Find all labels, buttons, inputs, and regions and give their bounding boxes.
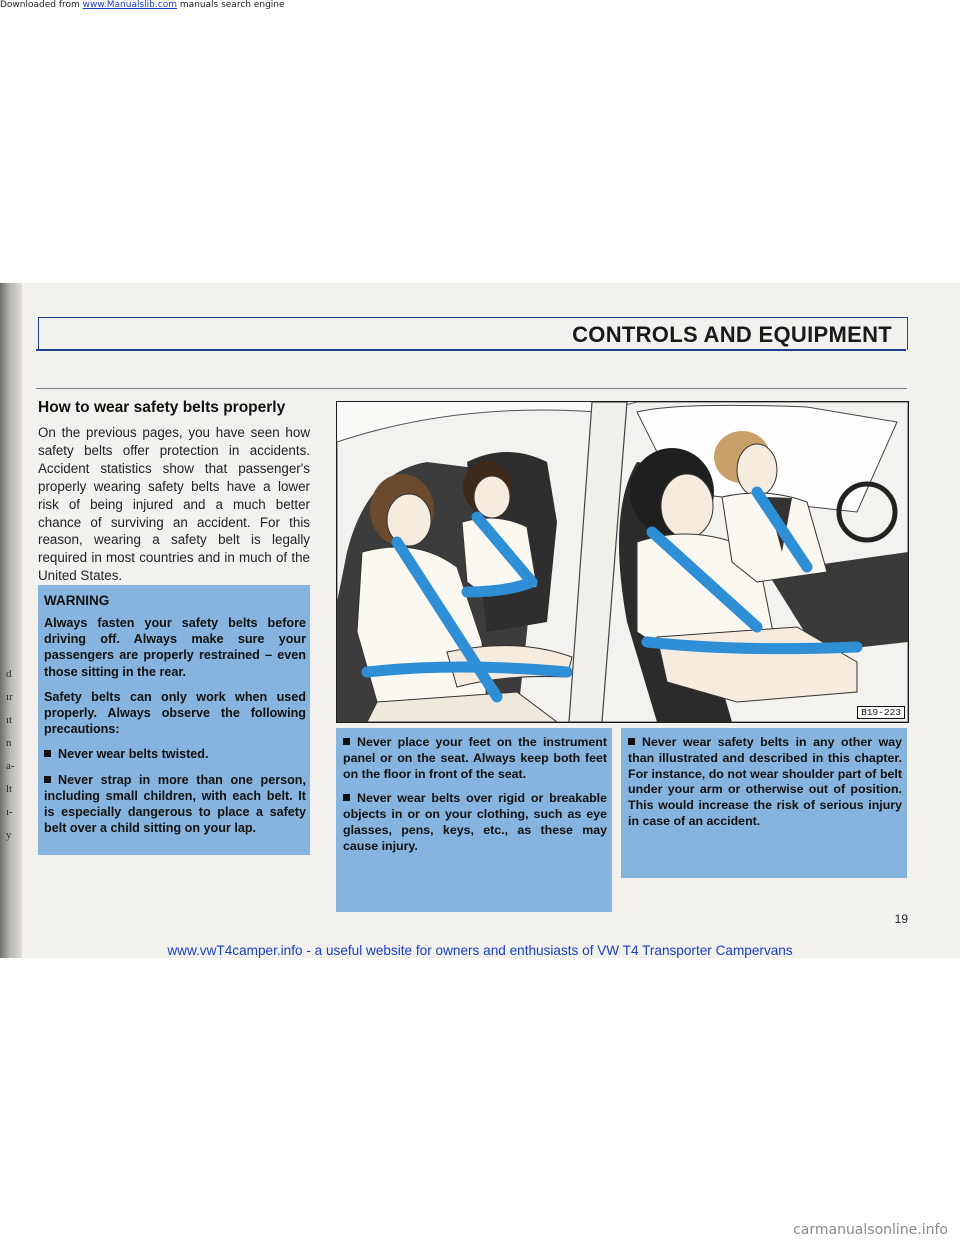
warning-paragraph: Always fasten your safety belts before driving off. Always make sure your passengers are properly restrained – even those sitting in the rear.	[44, 616, 306, 679]
spine-letter: ıt	[6, 714, 13, 726]
right-precautions-box	[621, 728, 907, 878]
spine-letter: a-	[6, 760, 15, 772]
watermark: carmanualsonline.info	[793, 1222, 948, 1238]
warning-bullet	[44, 772, 306, 837]
bullet-icon	[44, 750, 51, 757]
spine-letter: y	[6, 829, 12, 841]
warning-bullet	[44, 746, 306, 762]
precaution-text: Never wear safety belts in any other way than illustrated and described in this chapter. For instance, do not wear shoulder part of belt under your arm or otherwise out of position. This would increase the risk of serious injury in case of an accident.	[628, 735, 902, 828]
page-number: 19	[894, 912, 908, 926]
download-note	[0, 0, 285, 10]
bullet-icon	[628, 738, 635, 745]
seatbelt-illustration	[336, 401, 909, 723]
figure-id: B19-223	[857, 706, 905, 719]
chapter-title: CONTROLS AND EQUIPMENT	[572, 322, 892, 347]
warning-bullet-text: Never wear belts twisted.	[58, 747, 209, 762]
header-underline	[36, 349, 906, 351]
website-note: www.vwT4camper.info - a useful website for owners and enthusiasts of VW T4 Transporter Campervans	[167, 943, 793, 958]
spine-letter: d	[6, 668, 12, 680]
download-note-suffix: manuals search engine	[176, 0, 285, 10]
precaution-bullet	[343, 735, 607, 782]
warning-box	[38, 585, 310, 855]
warning-paragraph: Safety belts can only work when used properly. Always observe the following precautions:	[44, 689, 306, 737]
section-title: How to wear safety belts properly	[38, 399, 286, 416]
section-divider	[36, 388, 907, 389]
spine-letter: n	[6, 737, 12, 749]
download-note-prefix: Downloaded from	[0, 0, 83, 10]
spine-letter: ı-	[6, 806, 13, 818]
spine-letter: ır	[6, 691, 13, 703]
manual-page	[0, 283, 960, 958]
car-interior-drawing	[337, 402, 908, 722]
bullet-icon	[343, 794, 350, 801]
middle-precautions-box	[336, 728, 612, 912]
precaution-bullet	[628, 735, 902, 830]
spine-letter: lt	[6, 783, 13, 795]
page-binding	[0, 283, 22, 958]
manualslib-link[interactable]: www.Manualslib.com	[82, 0, 177, 10]
bullet-icon	[44, 776, 51, 783]
precaution-text: Never wear belts over rigid or breakable objects in or on your clothing, such as eye glasses, pens, keys, etc., as these may cause injury.	[343, 791, 607, 853]
warning-title: WARNING	[44, 593, 110, 608]
spine-letters	[6, 663, 15, 847]
bullet-icon	[343, 738, 350, 745]
precaution-bullet	[343, 791, 607, 854]
warning-bullet-text: Never strap in more than one person, including small children, with each belt. It is especially dangerous to place a safety belt over a child sitting on your lap.	[44, 772, 306, 836]
precaution-text: Never place your feet on the instrument panel or on the seat. Always keep both feet on the floor in front of the seat.	[343, 735, 607, 781]
intro-paragraph: On the previous pages, you have seen how safety belts offer protection in accidents. Accident statistics show that passenger's properly wearing safety belts have a lower risk of being injured and a much better chance of surviving an accident. For this reason, wearing a safety belt is legally required in most countries and in much of the United States.	[38, 425, 310, 584]
